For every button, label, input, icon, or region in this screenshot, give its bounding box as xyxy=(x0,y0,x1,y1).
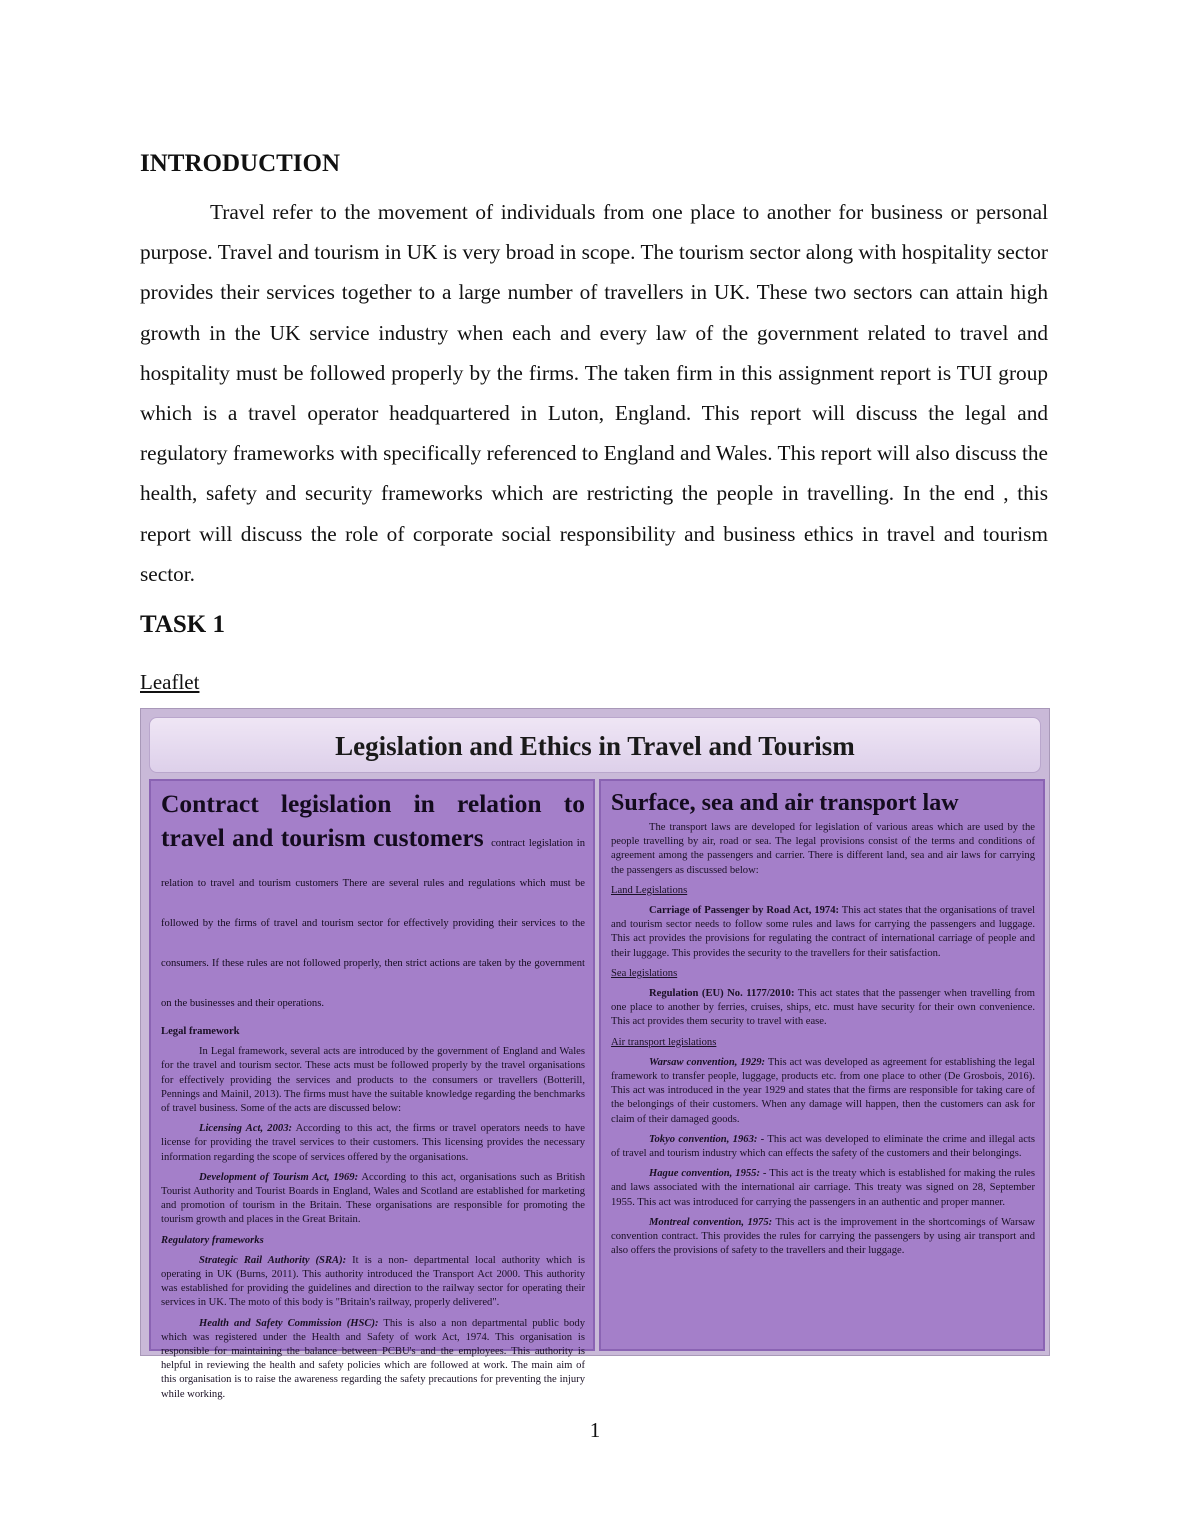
montreal-paragraph: Montreal convention, 1975: This act is the improvement in the shortcomings of Warsaw convention contract. This provides the rules for carrying the passengers by using air transport and also offers the provisions of safety to the travellers and their luggage. xyxy=(611,1216,1035,1257)
warsaw-paragraph: Warsaw convention, 1929: This act was developed as agreement for establishing the legal framework to transfer people, luggage, products etc. from one place to other (De Grosbois, 2016). This act was introduced in the year 1929 and states that the firms are responsible for taking care of the belongings of their customers. When any damage will happen, then the customers can ask for claim of their damaged goods. xyxy=(611,1056,1035,1125)
regulatory-frameworks-heading: Regulatory frameworks xyxy=(161,1234,264,1246)
hsc-paragraph: Health and Safety Commission (HSC): This is also a non departmental public body which was registered under the Health and Safety of work Act, 1974. This organisation is responsible for maintaining the balance between PCBU's and the employees. This authority is helpful in reviewing the health and safety policies which are followed at work. The main aim of this organisation is to raise the awareness regarding the safety precautions for preventing the injury while working. xyxy=(161,1317,585,1400)
contract-legislation-intro: contract legislation in relation to travel and tourism customers There are several rules and regulations which must be followed by the firms of travel and tourism sector for effectively providing their services to the consumers. If these rules are not followed properly, then strict actions are taken by the government on the businesses and their operations. xyxy=(161,838,585,1009)
eu-regulation-paragraph: Regulation (EU) No. 1177/2010: This act states that the passenger when travelling from one place to another by ferries, cruises, ships, etc. must have security for their own convenience. This act provides them security to travel with ease. xyxy=(611,988,1036,1028)
legal-framework-text: In Legal framework, several acts are introduced by the government of England and Wales for the travel and tourism sector. These acts must be followed properly by the travel organisations for effectively providing the services and products to the consumers or travellers (Botterill, Pennings and Mainil, 2013). The firms must have the suitable knowledge regarding the benchmarks of travel business. Some of the acts are discussed below: xyxy=(161,1046,585,1115)
hague-paragraph: Hague convention, 1955: - This act is the treaty which is established for making the rules and laws associated with the international air carriage. This treaty was signed on 28, September 1955. This act was introduced for carrying the passengers in an authentic and proper manner. xyxy=(611,1168,1036,1208)
page-number: 1 xyxy=(589,1418,601,1442)
legal-framework-heading: Legal framework xyxy=(161,1026,240,1037)
leaflet-title: Legislation and Ethics in Travel and Tourism xyxy=(149,717,1041,773)
tokyo-paragraph: Tokyo convention, 1963: - This act was developed to eliminate the crime and illegal acts of travel and tourism industry which can effects the safety of the customers and their belongings. xyxy=(611,1133,1035,1160)
leaflet-image xyxy=(140,708,1050,1400)
air-legislations-heading: Air transport legislations xyxy=(611,1036,717,1048)
transport-law-heading: Surface, sea and air transport law xyxy=(611,790,959,816)
land-legislations-heading: Land Legislations xyxy=(611,884,688,896)
tourism-act-paragraph: Development of Tourism Act, 1969: According to this act, organisations such as British Tourist Authority and Tourist Boards in England, Wales and Scotland are established for marketing and promotion of tourism in the Britain. These organisations are responsible for promoting the tourism growth and places in the Great Britain. xyxy=(161,1171,585,1226)
licensing-act-paragraph: Licensing Act, 2003: According to this act, the firms or travel operators needs to have license for providing the travel services to their customers. This licensing provides the necessary information regarding the scope of services offered by the organisations. xyxy=(161,1123,585,1163)
sra-paragraph: Strategic Rail Authority (SRA): It is a non- departmental local authority which is operating in UK (Burns, 2011). This authority introduced the Transport Act 2000. This authority was established for providing the guidelines and direction to the railway sector for operating their services in UK. The moto of this body is "Britain's railway, properly delivered". xyxy=(161,1254,585,1309)
contract-legislation-heading: Contract legislation in relation to travel and tourism customers contract legislation in relation to travel and tourism customers There are several rules and regulations which must be followed by the firms of travel and tourism sector for effectively providing their services to the consumers. If these rules are not followed properly, then strict actions are taken by the government on the businesses and their operations. xyxy=(161,789,585,1009)
transport-law-intro: The transport laws are developed for legislation of various areas which are used by the people travelling by air, road or sea. The legal provisions consist of the terms and conditions of agreement among the passengers and carrier. There is different land, sea and air laws for carrying the passengers as discussed below: xyxy=(611,822,1035,876)
sea-legislations-heading: Sea legislations xyxy=(611,967,678,979)
leaflet-right-column xyxy=(599,779,1045,1351)
task-heading: TASK 1 xyxy=(140,611,225,638)
leaflet-left-column xyxy=(149,779,595,1400)
road-act-paragraph: Carriage of Passenger by Road Act, 1974: This act states that the organisations of travel and tourism sector needs to follow some rules and laws for carrying the passengers and luggage. This act provides the provisions for regulating the contract of international carriage of people and their luggage. This provides the security to the travellers for their satisfaction. xyxy=(611,905,1036,959)
introduction-heading: INTRODUCTION xyxy=(140,150,341,177)
leaflet-label: Leaflet xyxy=(140,670,200,694)
introduction-paragraph: Travel refer to the movement of individuals from one place to another for business or personal purpose. Travel and tourism in UK is very broad in scope. The tourism sector along with hospitality sector provides their services together to a large number of travellers in UK. These two sectors can attain high growth in the UK service industry when each and every law of the government related to travel and hospitality must be followed properly by the firms. The taken firm in this assignment report is TUI group which is a travel operator headquartered in Luton, England. This report will discuss the legal and regulatory frameworks with specifically referenced to England and Wales. This report will also discuss the health, safety and security frameworks which are restricting the people in travelling. In the end , this report will discuss the role of corporate social responsibility and business ethics in travel and tourism sector. xyxy=(140,200,1048,586)
